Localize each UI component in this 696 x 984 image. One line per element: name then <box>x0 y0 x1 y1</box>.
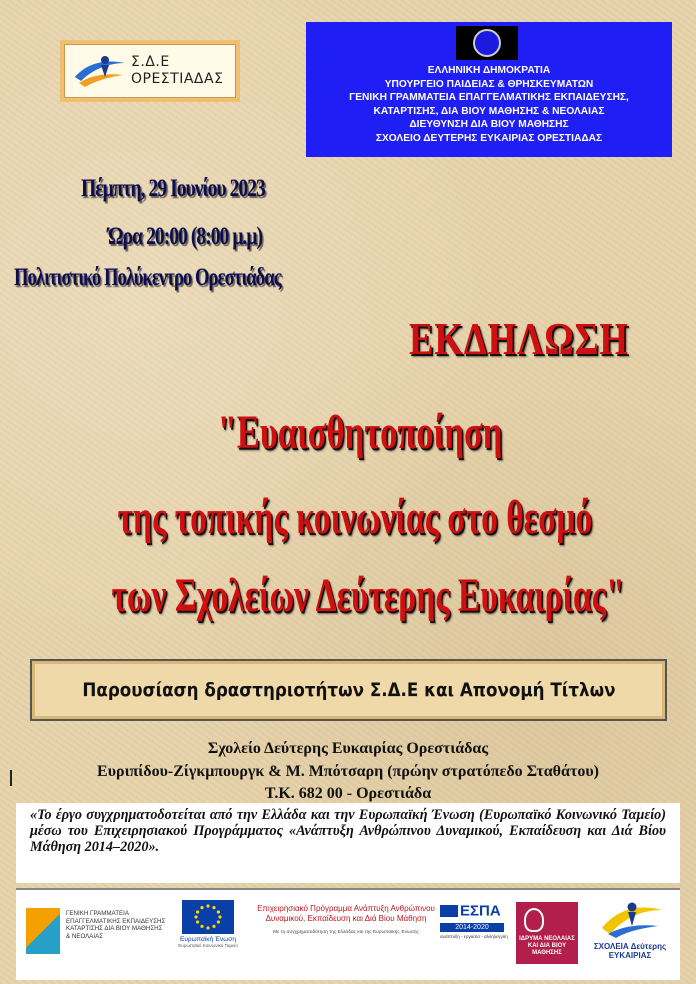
hellenic-emblem-icon <box>456 26 518 60</box>
funding-statement: «Το έργο συγχρηματοδοτείται από την Ελλάδα και την Ευρωπαϊκή Ένωση (Ευρωπαϊκό Κοινωνικό Ταμείο) μέσω του Επιχειρησιακού Προγράμματος «Ανάπτυξη Ανθρώπινου Δυναμικού, Εκπαίδευση και Διά Βίου Μάθηση 2014–2020». <box>16 803 680 883</box>
sde-logo-line1: Σ.Δ.Ε <box>131 54 170 70</box>
event-heading: ΕΚΔΗΛΩΣΗ <box>409 313 629 364</box>
eu-label: Ευρωπαϊκή Ένωση <box>180 936 236 943</box>
inedivim-text: ΙΔΡΥΜΑ ΝΕΟΛΑΙΑΣ ΚΑΙ ΔΙΑ ΒΙΟΥ ΜΑΘΗΣΗΣ <box>519 936 575 956</box>
second-chance-swoosh-icon <box>588 898 672 942</box>
operational-programme-title: Επιχειρησιακό Πρόγραμμα Ανάπτυξη Ανθρώπινου Δυναμικού, Εκπαίδευση και Διά Βίου Μάθηση <box>257 904 435 923</box>
general-secretariat-logo <box>26 900 166 962</box>
ministry-line: ΕΛΛΗΝΙΚΗ ΔΗΜΟΚΡΑΤΙΑ <box>427 65 551 76</box>
ministry-line: ΓΕΝΙΚΗ ΓΡΑΜΜΑΤΕΙΑ ΕΠΑΓΓΕΛΜΑΤΙΚΗΣ ΕΚΠΑΙΔΕΥΣΗΣ, <box>349 92 629 104</box>
eu-sub-label: Ευρωπαϊκό Κοινωνικό Ταμείο <box>178 943 238 948</box>
emblem-seal <box>473 29 501 57</box>
address-postcode: Τ.Κ. 682 00 - Ορεστιάδα <box>264 785 432 802</box>
event-title-line: της τοπικής κοινωνίας στο θεσμό <box>117 491 593 544</box>
second-chance-schools-text: ΣΧΟΛΕΙΑ Δεύτερης ΕΥΚΑΙΡΙΑΣ <box>593 942 667 960</box>
head-profile-icon <box>524 908 544 932</box>
sde-orestiadas-logo <box>60 40 240 102</box>
event-date: Πέμπτη, 29 Ιουνίου 2023 <box>81 175 265 202</box>
address-street: Ευριπίδου-Ζίγκμπουργκ & Μ. Μπότσαρη (πρώην στρατόπεδο Σταθάτου) <box>97 763 599 780</box>
presentation-banner <box>30 659 667 721</box>
operational-programme-sub: Με τη συγχρηματοδότηση της Ελλάδας και της Ευρωπαϊκής Ένωσης <box>273 930 419 935</box>
ministry-line: ΣΧΟΛΕΙΟ ΔΕΥΤΕΡΗΣ ΕΥΚΑΙΡΙΑΣ ΟΡΕΣΤΙΑΔΑΣ <box>375 132 603 144</box>
sde-logo-text <box>131 54 223 88</box>
ministry-header-box <box>306 22 672 157</box>
inedivim-logo <box>516 902 578 964</box>
sde-swoosh-icon <box>71 51 129 91</box>
eu-logo <box>178 900 238 966</box>
general-secretariat-text: ΓΕΝΙΚΗ ΓΡΑΜΜΑΤΕΙΑ ΕΠΑΓΓΕΛΜΑΤΙΚΗΣ ΕΚΠΑΙΔΕΥΣΗΣ ΚΑΤΑΡΤΙΣΗΣ ΔΙΑ ΒΙΟΥ ΜΑΘΗΣΗΣ & ΝΕΟΛΑΙΑΣ <box>66 910 166 940</box>
espa-years: 2014-2020 <box>440 923 504 932</box>
eu-flag-small-icon <box>440 905 458 917</box>
espa-tagline: ανάπτυξη - εργασία - αλληλεγγύη <box>440 934 508 939</box>
ministry-line: ΔΙΕΥΘΥΝΣΗ ΔΙΑ ΒΙΟΥ ΜΑΘΗΣΗΣ <box>409 119 569 131</box>
sde-logo-line2: ΟΡΕΣΤΙΑΔΑΣ <box>131 71 224 87</box>
eu-stars-icon <box>182 900 234 934</box>
ministry-line: ΥΠΟΥΡΓΕΙΟ ΠΑΙΔΕΙΑΣ & ΘΡΗΣΚΕΥΜΑΤΩΝ <box>384 78 594 90</box>
operational-programme-logo <box>256 904 436 964</box>
eu-flag-icon <box>182 900 234 934</box>
sde-logo-card <box>64 44 236 98</box>
event-title-line: "Ευαισθητοποίηση <box>217 406 503 459</box>
footer-logo-strip <box>16 888 680 980</box>
ministry-line: ΚΑΤΑΡΤΙΣΗΣ, ΔΙΑ ΒΙΟΥ ΜΑΘΗΣΗΣ & ΝΕΟΛΑΙΑΣ <box>373 105 605 117</box>
general-secretariat-mark-icon <box>26 908 60 954</box>
event-title-line: των Σχολείων Δεύτερης Ευκαιρίας" <box>111 569 625 622</box>
event-time: Ώρα 20:00 (8:00 μ.μ) <box>108 223 263 250</box>
second-chance-schools-logo <box>588 898 672 972</box>
espa-logo <box>440 902 508 962</box>
address-school-name: Σχολείο Δεύτερης Ευκαιρίας Ορεστιάδας <box>207 740 489 757</box>
espa-name: ΕΣΠΑ <box>460 902 501 920</box>
event-venue: Πολιτιστικό Πολύκεντρο Ορεστιάδας <box>14 264 281 291</box>
presentation-banner-text: Παρουσίαση δραστηριοτήτων Σ.Δ.Ε και Απονομή Τίτλων <box>81 679 616 701</box>
